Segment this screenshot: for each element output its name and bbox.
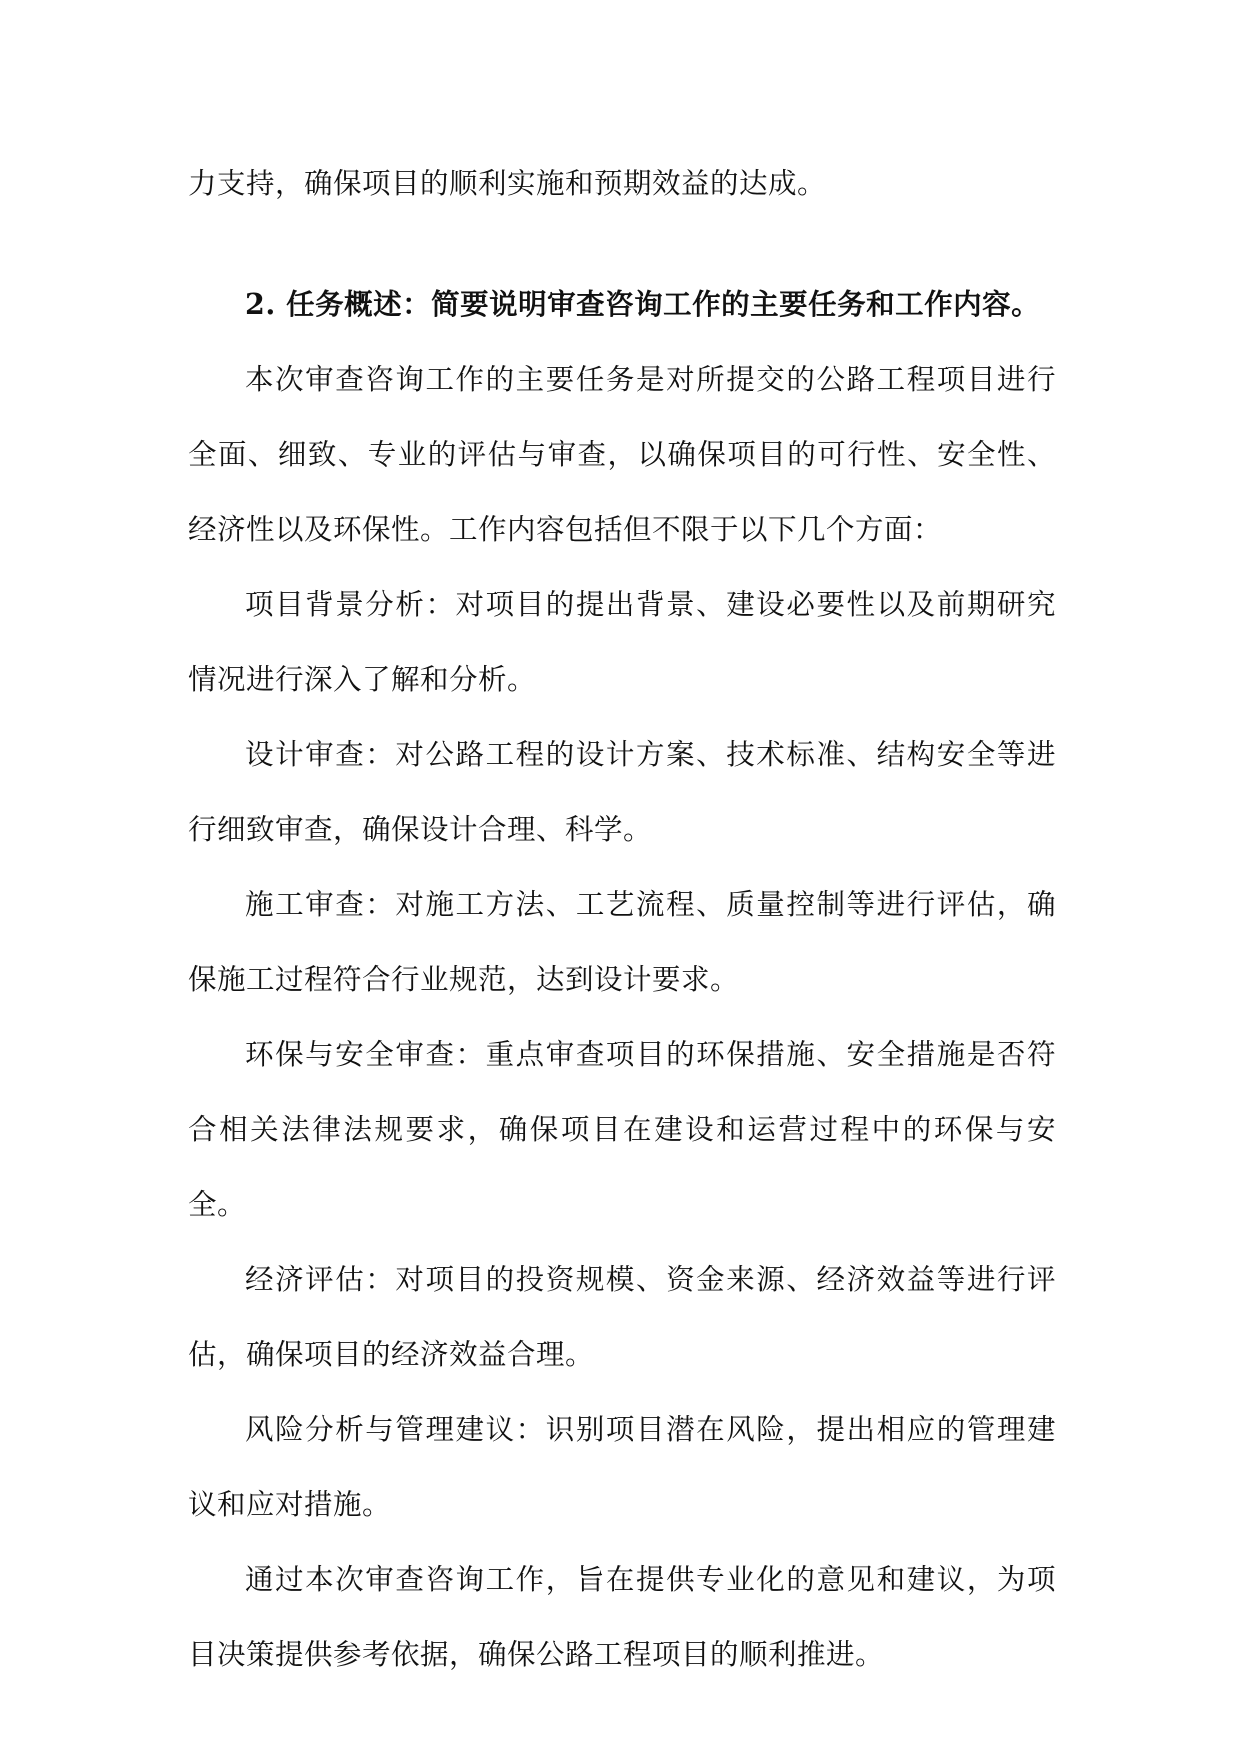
lead-paragraph: 力支持，确保项目的顺利实施和预期效益的达成。	[188, 167, 827, 200]
body-paragraph-background-analysis: 项目背景分析：对项目的提出背景、建设必要性以及前期研究情况进行深入了解和分析。	[188, 588, 1056, 696]
body-paragraph-economic-evaluation: 经济评估：对项目的投资规模、资金来源、经济效益等进行评估，确保项目的经济效益合理。	[188, 1263, 1056, 1371]
body-paragraph-intro: 本次审查咨询工作的主要任务是对所提交的公路工程项目进行全面、细致、专业的评估与审查，以确保项目的可行性、安全性、经济性以及环保性。工作内容包括但不限于以下几个方面：	[188, 363, 1056, 546]
section-heading: 2. 任务概述：简要说明审查咨询工作的主要任务和工作内容。	[245, 287, 1041, 321]
body-paragraph-design-review: 设计审查：对公路工程的设计方案、技术标准、结构安全等进行细致审查，确保设计合理、科学。	[188, 738, 1056, 846]
body-paragraph-conclusion: 通过本次审查咨询工作，旨在提供专业化的意见和建议，为项目决策提供参考依据，确保公路工程项目的顺利推进。	[188, 1563, 1056, 1671]
document-body	[188, 146, 1056, 1692]
body-paragraph-construction-review: 施工审查：对施工方法、工艺流程、质量控制等进行评估，确保施工过程符合行业规范，达到设计要求。	[188, 888, 1056, 996]
body-paragraph-environment-safety-review: 环保与安全审查：重点审查项目的环保措施、安全措施是否符合相关法律法规要求，确保项目在建设和运营过程中的环保与安全。	[188, 1038, 1056, 1221]
body-paragraph-risk-analysis: 风险分析与管理建议：识别项目潜在风险，提出相应的管理建议和应对措施。	[188, 1413, 1056, 1521]
